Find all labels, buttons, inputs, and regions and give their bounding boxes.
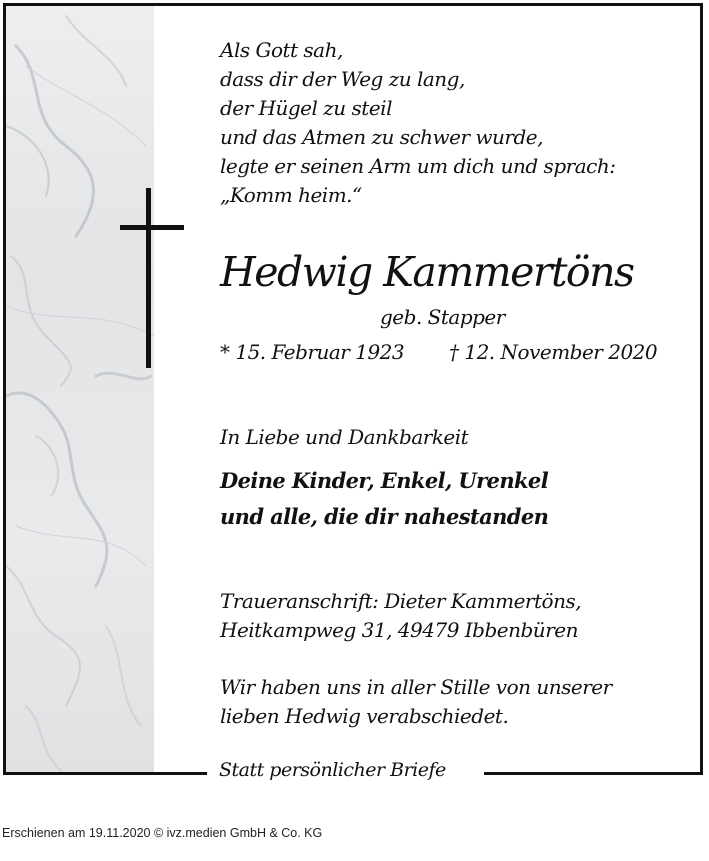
poem-line: und das Atmen zu schwer wurde,	[220, 125, 543, 149]
poem-line: Als Gott sah,	[220, 38, 343, 62]
mourners-intro: In Liebe und Dankbarkeit	[220, 425, 469, 449]
poem	[220, 36, 615, 210]
poem-line: der Hügel zu steil	[220, 96, 392, 120]
marble-veins	[6, 6, 154, 775]
marble-panel	[6, 6, 154, 775]
publication-footer: Erschienen am 19.11.2020 © ivz.medien GmbH & Co. KG	[2, 826, 323, 840]
mourners	[220, 463, 548, 535]
birth-date: * 15. Februar 1923	[220, 340, 405, 364]
no-letters-note: Statt persönlicher Briefe	[219, 759, 446, 781]
cross-icon-bar	[120, 225, 184, 230]
death-date: † 12. November 2020	[449, 340, 658, 364]
poem-line: legte er seinen Arm um dich und sprach:	[220, 154, 616, 178]
deceased-name: Hedwig Kammertöns	[220, 248, 634, 296]
bottom-rule-right	[484, 772, 703, 775]
maiden-name: geb. Stapper	[380, 305, 505, 329]
mourning-address	[220, 587, 581, 645]
mourners-line: und alle, die dir nahestanden	[220, 504, 549, 529]
farewell-line: lieben Hedwig verabschiedet.	[220, 704, 509, 728]
bottom-rule-left	[3, 772, 207, 775]
address-line: Traueranschrift: Dieter Kammertöns,	[220, 589, 582, 613]
farewell-note	[220, 673, 612, 731]
poem-line: dass dir der Weg zu lang,	[220, 67, 465, 91]
cross-icon	[146, 188, 151, 368]
mourners-line: Deine Kinder, Enkel, Urenkel	[220, 468, 549, 493]
poem-line: „Komm heim.“	[220, 183, 362, 207]
address-line: Heitkampweg 31, 49479 Ibbenbüren	[220, 618, 578, 642]
farewell-line: Wir haben uns in aller Stille von unserer	[220, 675, 612, 699]
